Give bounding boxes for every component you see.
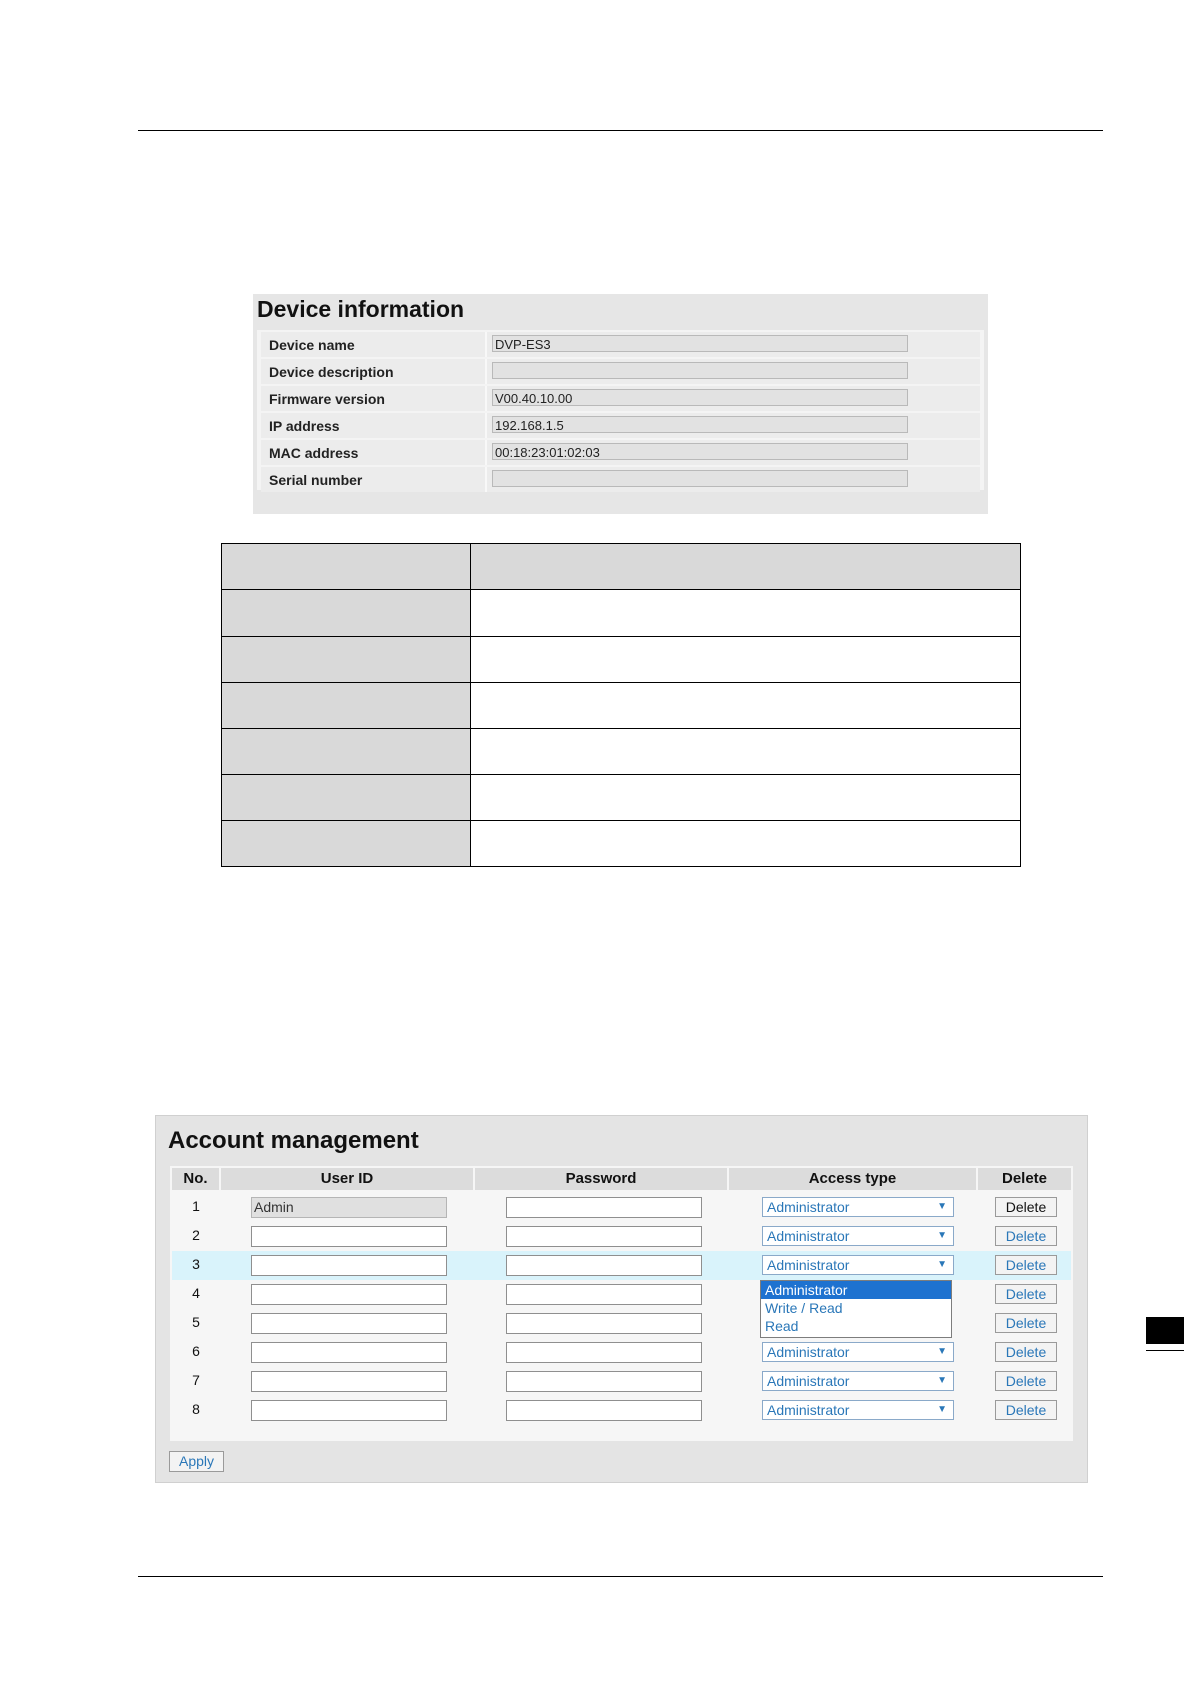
password-input[interactable] xyxy=(506,1400,702,1421)
delete-button[interactable]: Delete xyxy=(995,1255,1057,1275)
row-number: 2 xyxy=(192,1227,200,1243)
account-row xyxy=(172,1251,1071,1280)
account-management-title: Account management xyxy=(168,1127,419,1154)
chapter-tab-underline xyxy=(1146,1350,1184,1351)
dropdown-option-write-read[interactable]: Write / Read xyxy=(765,1300,843,1316)
column-divider xyxy=(485,359,487,384)
reference-table-header xyxy=(222,544,1020,590)
delete-button[interactable]: Delete xyxy=(995,1197,1057,1217)
column-divider xyxy=(485,332,487,357)
reference-table xyxy=(221,543,1021,867)
account-row xyxy=(172,1338,1071,1367)
device-information-panel xyxy=(253,294,988,514)
device-row-label: Firmware version xyxy=(269,391,385,407)
table-divider xyxy=(222,728,1020,729)
access-type-value: Administrator xyxy=(767,1344,850,1360)
column-divider xyxy=(485,413,487,438)
header-user-id: User ID xyxy=(221,1168,473,1190)
password-input[interactable] xyxy=(506,1371,702,1392)
device-row xyxy=(261,467,980,492)
user-id-input[interactable] xyxy=(251,1226,447,1247)
access-type-select[interactable] xyxy=(762,1226,954,1246)
user-id-input[interactable] xyxy=(251,1255,447,1276)
firmware-version-field: V00.40.10.00 xyxy=(492,389,908,406)
mac-address-field: 00:18:23:01:02:03 xyxy=(492,443,908,460)
device-row-label: Serial number xyxy=(269,472,363,488)
access-type-select[interactable] xyxy=(762,1342,954,1362)
password-input[interactable] xyxy=(506,1313,702,1334)
table-divider xyxy=(222,774,1020,775)
device-row-label: IP address xyxy=(269,418,340,434)
row-number: 8 xyxy=(192,1401,200,1417)
row-number: 4 xyxy=(192,1285,200,1301)
access-type-select[interactable] xyxy=(762,1255,954,1275)
apply-button[interactable]: Apply xyxy=(169,1451,224,1472)
password-input[interactable] xyxy=(506,1226,702,1247)
row-number: 7 xyxy=(192,1372,200,1388)
serial-number-field xyxy=(492,470,908,487)
account-row xyxy=(172,1367,1071,1396)
account-row xyxy=(172,1193,1071,1222)
chevron-down-icon: ▼ xyxy=(937,1259,947,1270)
device-information-body xyxy=(257,330,984,490)
account-row xyxy=(172,1222,1071,1251)
password-input[interactable] xyxy=(506,1284,702,1305)
user-id-input[interactable] xyxy=(251,1400,447,1421)
account-row xyxy=(172,1396,1071,1425)
access-type-value: Administrator xyxy=(767,1402,850,1418)
chevron-down-icon: ▼ xyxy=(937,1201,947,1212)
password-input[interactable] xyxy=(506,1197,702,1218)
delete-button[interactable]: Delete xyxy=(995,1226,1057,1246)
access-type-value: Administrator xyxy=(767,1373,850,1389)
device-row xyxy=(261,440,980,465)
row-number: 6 xyxy=(192,1343,200,1359)
user-id-input[interactable] xyxy=(251,1284,447,1305)
device-row-label: MAC address xyxy=(269,445,359,461)
device-row xyxy=(261,386,980,411)
ip-address-field: 192.168.1.5 xyxy=(492,416,908,433)
access-type-dropdown-list xyxy=(760,1280,952,1338)
device-row-label: Device name xyxy=(269,337,355,353)
access-type-value: Administrator xyxy=(767,1257,850,1273)
table-divider xyxy=(222,636,1020,637)
device-row xyxy=(261,332,980,357)
user-id-input[interactable] xyxy=(251,1371,447,1392)
access-type-value: Administrator xyxy=(767,1228,850,1244)
row-number: 5 xyxy=(192,1314,200,1330)
footer-rule xyxy=(138,1576,1103,1577)
dropdown-option-read[interactable]: Read xyxy=(765,1318,799,1334)
access-type-value: Administrator xyxy=(767,1199,850,1215)
device-name-field: DVP-ES3 xyxy=(492,335,908,352)
chevron-down-icon: ▼ xyxy=(937,1375,947,1386)
column-divider xyxy=(485,386,487,411)
chevron-down-icon: ▼ xyxy=(937,1230,947,1241)
row-number: 3 xyxy=(192,1256,200,1272)
device-row xyxy=(261,413,980,438)
user-id-input[interactable] xyxy=(251,1342,447,1363)
password-input[interactable] xyxy=(506,1255,702,1276)
chevron-down-icon: ▼ xyxy=(937,1346,947,1357)
table-divider xyxy=(222,820,1020,821)
user-id-input[interactable] xyxy=(251,1313,447,1334)
access-type-select[interactable] xyxy=(762,1371,954,1391)
header-rule xyxy=(138,130,1103,131)
device-information-title: Device information xyxy=(257,296,465,322)
header-no: No. xyxy=(172,1168,219,1190)
column-divider xyxy=(485,467,487,492)
table-divider xyxy=(470,544,471,866)
access-type-select[interactable] xyxy=(762,1400,954,1420)
delete-button[interactable]: Delete xyxy=(995,1284,1057,1304)
delete-button[interactable]: Delete xyxy=(995,1313,1057,1333)
table-divider xyxy=(222,682,1020,683)
dropdown-option-administrator[interactable]: Administrator xyxy=(761,1281,951,1299)
device-description-field xyxy=(492,362,908,379)
column-divider xyxy=(485,440,487,465)
password-input[interactable] xyxy=(506,1342,702,1363)
user-id-input: Admin xyxy=(251,1197,447,1218)
access-type-select[interactable] xyxy=(762,1197,954,1217)
row-number: 1 xyxy=(192,1198,200,1214)
device-row-label: Device description xyxy=(269,364,394,380)
header-password: Password xyxy=(475,1168,727,1190)
chevron-down-icon: ▼ xyxy=(937,1404,947,1415)
device-row xyxy=(261,359,980,384)
delete-button[interactable]: Delete xyxy=(995,1371,1057,1391)
delete-button[interactable]: Delete xyxy=(995,1342,1057,1362)
chapter-tab-marker xyxy=(1146,1317,1184,1344)
header-access-type: Access type xyxy=(729,1168,976,1190)
delete-button[interactable]: Delete xyxy=(995,1400,1057,1420)
header-delete: Delete xyxy=(978,1168,1071,1190)
